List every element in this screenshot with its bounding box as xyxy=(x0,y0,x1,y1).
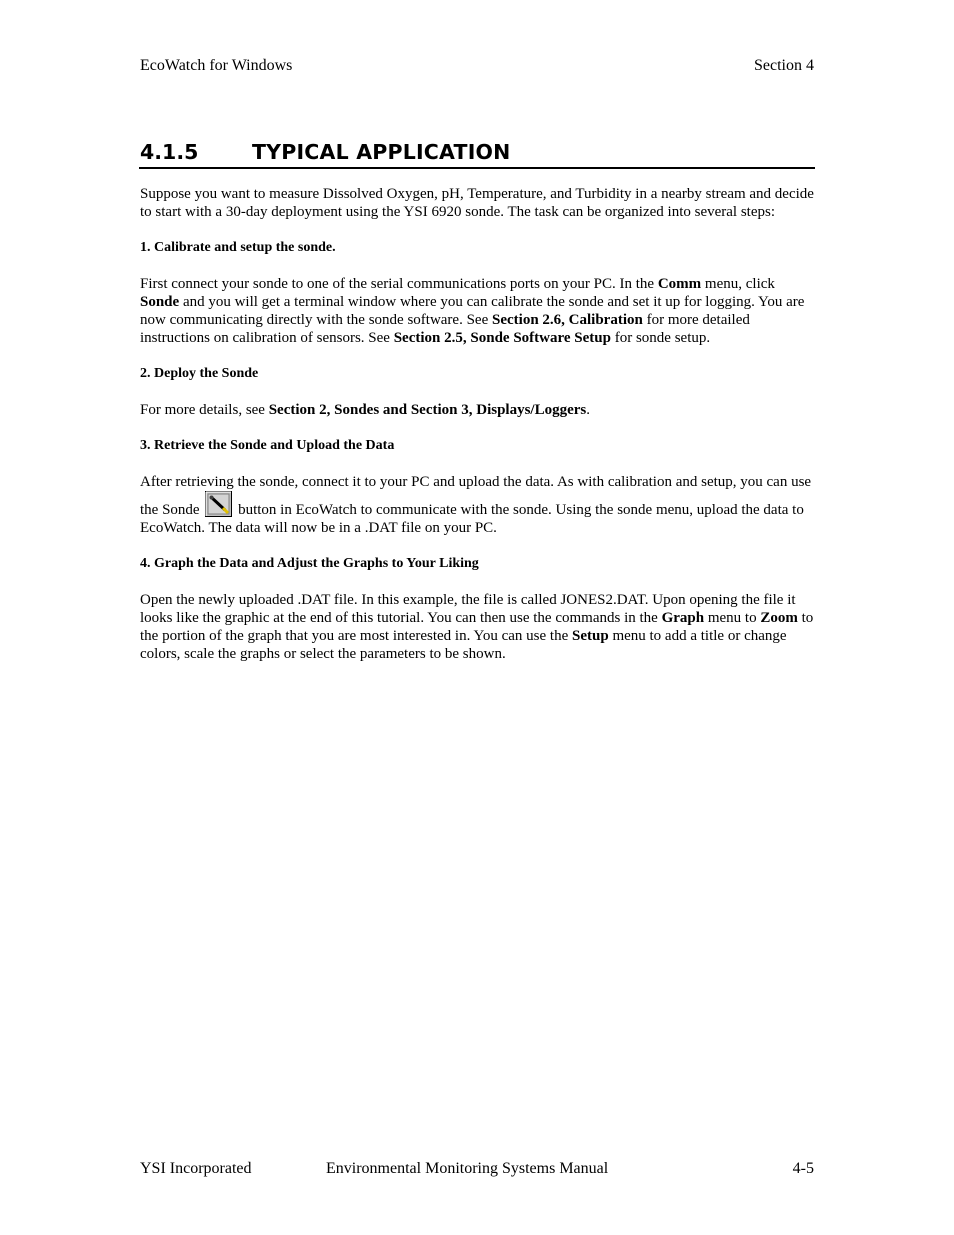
step4-text: Open the newly uploaded .DAT file. In this example, the file is called JONES2.DAT. Upon opening the file it looks like the graphic at the end of this tutorial. You can then use the commands in the xyxy=(140,592,796,626)
sonde-button-icon[interactable] xyxy=(205,491,232,517)
sondes-section-ref: Section 2, Sondes and Section 3, Displays/Loggers xyxy=(268,402,587,418)
step4-paragraph xyxy=(140,591,816,663)
running-header-right: Section 4 xyxy=(754,57,814,74)
step4-text: menu to add a title or change colors, scale the graphs or select the parameters to be shown. xyxy=(140,628,787,662)
section-title: TYPICAL APPLICATION xyxy=(252,140,511,164)
zoom-command-ref: Zoom xyxy=(760,610,798,626)
step1-text: First connect your sonde to one of the serial communications ports on your PC. In the xyxy=(140,276,658,292)
step4-text: menu to xyxy=(704,610,761,626)
step3-heading: 3. Retrieve the Sonde and Upload the Data xyxy=(140,438,395,453)
page-number: 4-5 xyxy=(792,1160,814,1177)
section-number: 4.1.5 xyxy=(140,140,199,164)
step1-text: menu, click xyxy=(701,276,775,292)
setup-section-ref: Section 2.5, Sonde Software Setup xyxy=(393,330,611,346)
step1-text: and you will get a terminal window where you can calibrate the sonde and set it up for logging. You are now communicating directly with the sonde software. See xyxy=(140,294,805,328)
step1-text: for sonde setup. xyxy=(610,330,711,346)
sonde-menu-ref: Sonde xyxy=(140,294,180,310)
sonde-button-icon-graphic xyxy=(205,491,232,517)
setup-menu-ref: Setup xyxy=(572,628,609,644)
section-heading xyxy=(139,139,815,169)
step2-paragraph xyxy=(140,401,816,419)
step4-heading: 4. Graph the Data and Adjust the Graphs to Your Liking xyxy=(140,556,479,571)
step2-text: . xyxy=(586,402,591,418)
step2-heading: 2. Deploy the Sonde xyxy=(140,366,259,381)
body-text xyxy=(140,185,816,681)
step1-text: for more detailed instructions on calibration of sensors. See xyxy=(140,312,750,346)
intro-paragraph: Suppose you want to measure Dissolved Oxygen, pH, Temperature, and Turbidity in a nearby stream and decide to start with a 30-day deployment using the YSI 6920 sonde. The task can be organized into several steps: xyxy=(140,186,814,220)
step4-text: to the portion of the graph that you are most interested in. You can use the xyxy=(140,610,814,644)
step3-text: button in EcoWatch to communicate with the sonde. Using the sonde menu, upload the data to EcoWatch. The data will now be in a .DAT file on your PC. xyxy=(140,502,804,536)
comm-menu-ref: Comm xyxy=(657,276,702,292)
footer-center: Environmental Monitoring Systems Manual xyxy=(326,1160,609,1177)
step3-text: After retrieving the sonde, connect it to your PC and upload the data. As with calibration and setup, you can use the Sonde xyxy=(140,474,812,518)
step1-paragraph xyxy=(140,275,816,347)
step3-paragraph xyxy=(140,473,816,537)
step2-text: For more details, see xyxy=(140,402,269,418)
calibration-section-ref: Section 2.6, Calibration xyxy=(492,312,643,328)
footer-left: YSI Incorporated xyxy=(140,1160,252,1177)
step1-heading: 1. Calibrate and setup the sonde. xyxy=(140,240,336,255)
graph-menu-ref: Graph xyxy=(661,610,705,626)
running-header-left: EcoWatch for Windows xyxy=(140,57,293,74)
